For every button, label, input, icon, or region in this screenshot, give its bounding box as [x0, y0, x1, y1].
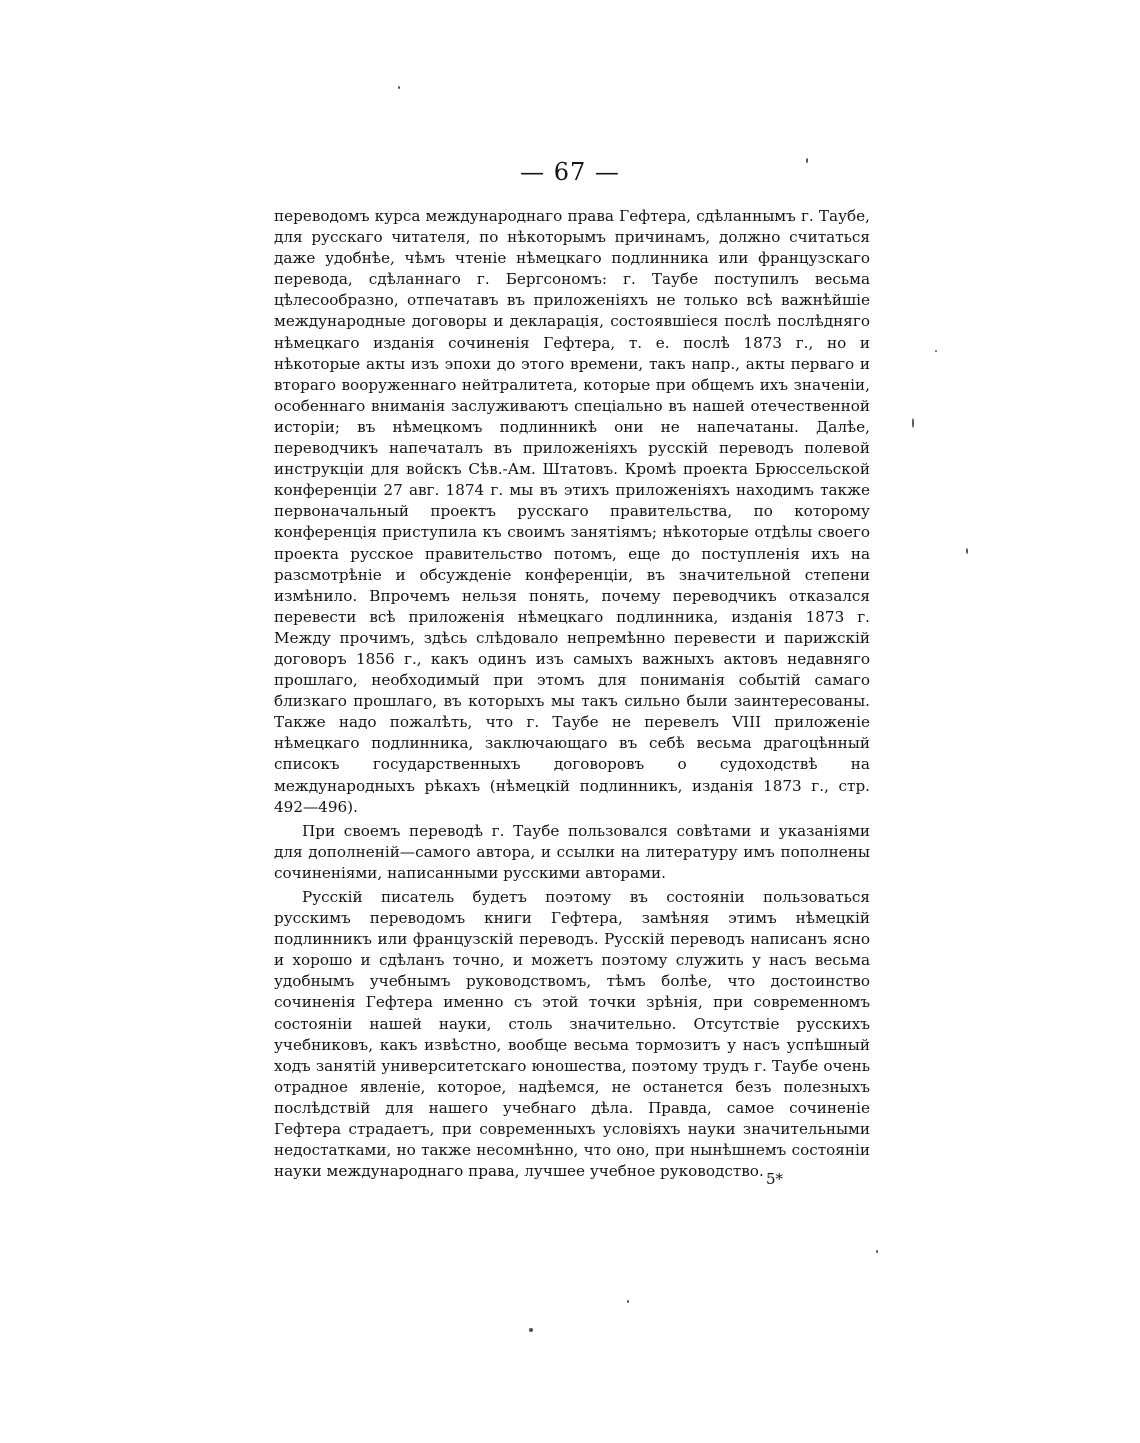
- speck: [806, 158, 808, 163]
- paragraph-3: Русскій писатель будетъ поэтому въ состояніи пользоваться русскимъ переводомъ книги Гефтера, замѣняя этимъ нѣмецкій подлинникъ или французскій переводъ. Русскій переводъ написанъ ясно и хорошо и сдѣланъ точно, и можетъ поэтому служить у насъ весьма удобнымъ учебнымъ руководствомъ, тѣмъ болѣе, что достоинство сочиненія Гефтера именно съ этой точки зрѣнія, при современномъ состояніи нашей науки, столь значительно. Отсутствіе русскихъ учебниковъ, какъ извѣстно, вообще весьма тормозитъ у насъ успѣшный ходъ занятій университетскаго юношества, поэтому трудъ г. Таубе очень отрадное явленіе, которое, надѣемся, не останется безъ полезныхъ послѣдствій для нашего учебнаго дѣла. Правда, самое сочиненіе Гефтера страдаетъ, при современныхъ условіяхъ науки значительными недостатками, но также несомнѣнно, что оно, при нынѣшнемъ состояніи науки международнаго права, лучшее учебное руководство.: [274, 888, 870, 1181]
- paragraph-1: переводомъ курса международнаго права Гефтера, сдѣланнымъ г. Таубе, для русскаго читателя, по нѣкоторымъ причинамъ, должно считаться даже удобнѣе, чѣмъ чтеніе нѣмецкаго подлинника или французскаго перевода, сдѣланнаго г. Бергсономъ: г. Таубе поступилъ весьма цѣлесообразно, отпечатавъ въ приложеніяхъ не только всѣ важнѣйшіе международные договоры и декларація, состоявшіеся послѣ послѣдняго нѣмецкаго изданія сочиненія Гефтера, т. е. послѣ 1873 г., но и нѣкоторые акты изъ эпохи до этого времени, такъ напр., акты перваго и втораго вооруженнаго нейтралитета, которые при общемъ ихъ значеніи, особеннаго вниманія заслуживаютъ спеціально въ нашей отечественной исторіи; въ нѣмецкомъ подлинникѣ они не напечатаны. Далѣе, переводчикъ напечаталъ въ приложеніяхъ русскій переводъ полевой инструкціи для войскъ Сѣв.-Ам. Штатовъ. Кромѣ проекта Брюссельской конференціи 27 авг. 1874 г. мы въ этихъ приложеніяхъ находимъ также первоначальный проектъ русскаго правительства, по которому конференція приступила къ своимъ занятіямъ; нѣкоторые отдѣлы своего проекта русское правительство потомъ, еще до поступленія ихъ на разсмотрѣніе и обсужденіе конференціи, въ значительной степени измѣнило. Впрочемъ нельзя понять, почему переводчикъ отказался перевести всѣ приложенія нѣмецкаго подлинника, изданія 1873 г. Между прочимъ, здѣсь слѣдовало непремѣнно перевести и парижскій договоръ 1856 г., какъ одинъ изъ самыхъ важныхъ актовъ недавняго прошлаго, необходимый при этомъ для пониманія событій самаго близкаго прошлаго, въ которыхъ мы такъ сильно были заинтересованы. Также надо пожалѣть, что г. Таубе не перевелъ VIII приложеніе нѣмецкаго подлинника, заключающаго въ себѣ весьма драгоцѣнный списокъ государственныхъ договоровъ о судоходствѣ на международныхъ рѣкахъ (нѣмецкій подлинникъ, изданія 1873 г., стр. 492—496).: [274, 207, 870, 816]
- body-text: [274, 206, 870, 1182]
- speck: [398, 86, 400, 89]
- speck: [627, 1300, 629, 1303]
- speck: [912, 418, 914, 428]
- speck: [529, 1328, 533, 1332]
- speck: [966, 548, 968, 554]
- speck: [935, 350, 937, 352]
- speck: [876, 1250, 878, 1253]
- page-number: — 67 —: [520, 158, 620, 186]
- signature-mark: 5*: [766, 1170, 784, 1188]
- paragraph-2: При своемъ переводѣ г. Таубе пользовался совѣтами и указаніями для дополненій—самого автора, и ссылки на литературу имъ пополнены сочиненіями, написанными русскими авторами.: [274, 821, 870, 882]
